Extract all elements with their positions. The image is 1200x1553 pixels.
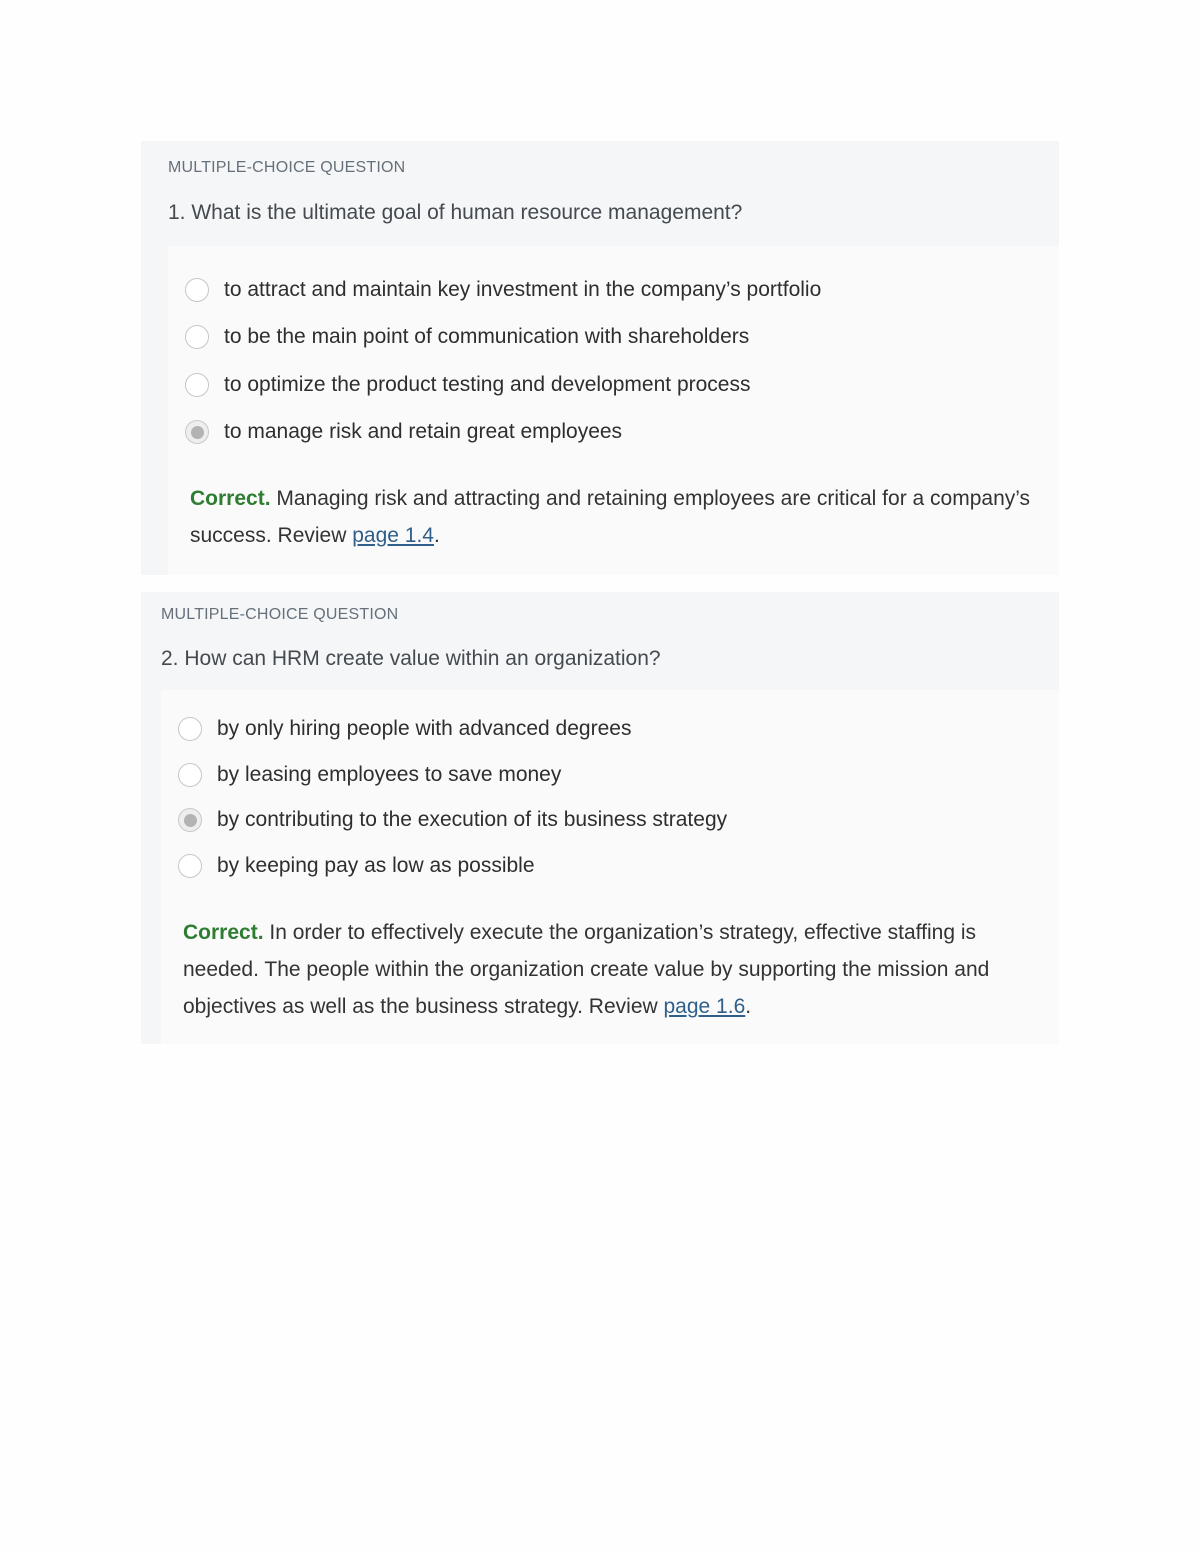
feedback-text: Managing risk and attracting and retaining employees are critical for a company’s success. Review bbox=[190, 487, 1031, 547]
answer-option-selected[interactable] bbox=[185, 417, 622, 447]
review-page-link[interactable]: page 1.4 bbox=[352, 524, 434, 547]
answer-option-label: by only hiring people with advanced degrees bbox=[217, 717, 632, 740]
answer-option-label: to optimize the product testing and development process bbox=[224, 373, 751, 396]
radio-button[interactable] bbox=[178, 854, 202, 878]
answer-option[interactable] bbox=[185, 370, 750, 400]
answer-option[interactable] bbox=[178, 714, 631, 744]
question-body bbox=[168, 246, 1059, 575]
feedback-trailing: . bbox=[745, 995, 752, 1018]
radio-button-selected[interactable] bbox=[185, 420, 209, 444]
question-body bbox=[161, 690, 1059, 1044]
feedback-status: Correct. bbox=[183, 921, 264, 944]
answer-option-label: to be the main point of communication with shareholders bbox=[224, 325, 750, 348]
answer-option-label: by leasing employees to save money bbox=[217, 763, 562, 786]
answer-option-label: by keeping pay as low as possible bbox=[217, 854, 535, 877]
question-card-2 bbox=[141, 592, 1059, 1044]
answer-feedback bbox=[183, 914, 1037, 1025]
answer-option[interactable] bbox=[185, 275, 821, 305]
radio-button[interactable] bbox=[185, 278, 209, 302]
answer-option-label: to manage risk and retain great employees bbox=[224, 420, 623, 443]
radio-button-selected[interactable] bbox=[178, 808, 202, 832]
question-card-1 bbox=[141, 141, 1059, 575]
question-prompt: 1. What is the ultimate goal of human resource management? bbox=[168, 201, 743, 224]
answer-option-selected[interactable] bbox=[178, 805, 727, 835]
radio-button[interactable] bbox=[185, 325, 209, 349]
answer-option[interactable] bbox=[178, 760, 561, 790]
question-prompt: 2. How can HRM create value within an organization? bbox=[161, 647, 661, 670]
answer-feedback bbox=[190, 480, 1037, 554]
question-type-label: MULTIPLE-CHOICE QUESTION bbox=[168, 159, 406, 176]
radio-button[interactable] bbox=[178, 717, 202, 741]
answer-option-label: by contributing to the execution of its business strategy bbox=[217, 808, 728, 831]
answer-option[interactable] bbox=[178, 851, 535, 881]
radio-button[interactable] bbox=[185, 373, 209, 397]
radio-button[interactable] bbox=[178, 763, 202, 787]
review-page-link[interactable]: page 1.6 bbox=[663, 995, 746, 1018]
feedback-trailing: . bbox=[433, 524, 440, 547]
question-type-label: MULTIPLE-CHOICE QUESTION bbox=[161, 606, 399, 623]
feedback-status: Correct. bbox=[190, 487, 271, 510]
answer-option[interactable] bbox=[185, 322, 749, 352]
feedback-text: In order to effectively execute the organization’s strategy, effective staffing is needed. The people within the organization create value by supporting the mission and objectives as well as the business strategy. Review bbox=[183, 921, 990, 1018]
answer-option-label: to attract and maintain key investment in the company’s portfolio bbox=[224, 278, 822, 301]
